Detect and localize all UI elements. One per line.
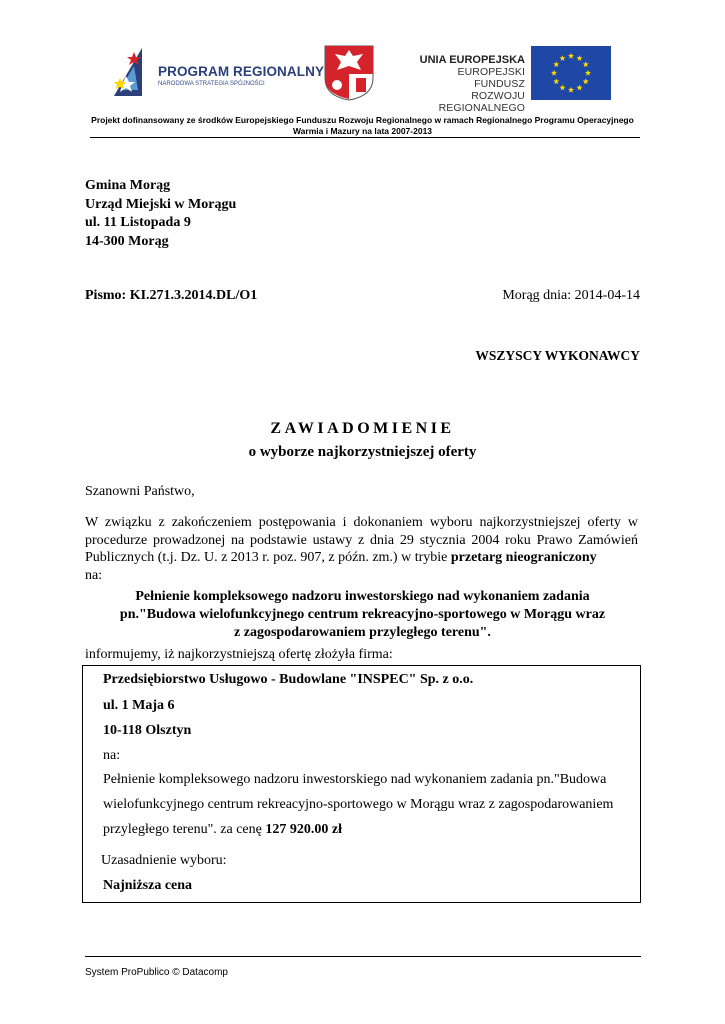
subject-line-2: pn."Budowa wielofunkcyjnego centrum rekreacyjno-sportowego w Morągu wraz xyxy=(119,607,606,622)
winner-box xyxy=(82,665,641,903)
winner-city: 10-118 Olsztyn xyxy=(103,723,192,738)
recipients: WSZYSCY WYKONAWCY xyxy=(475,348,640,363)
program-subtitle: NARODOWA STRATEGIA SPÓJNOŚCI xyxy=(158,81,265,87)
eu-line-1: UNIA EUROPEJSKA xyxy=(419,54,525,66)
reason-label: Uzasadnienie wyboru: xyxy=(101,853,227,868)
winner-na: na: xyxy=(103,748,121,763)
program-regionalny-logo xyxy=(112,44,325,100)
procedure-mode: przetarg nieograniczony xyxy=(450,550,597,565)
winner-street: ul. 1 Maja 6 xyxy=(103,698,175,713)
inform-sentence: informujemy, iż najkorzystniejszą ofertę złożyła firma: xyxy=(85,647,393,662)
eu-text-block xyxy=(405,54,525,114)
footer-divider xyxy=(85,956,641,957)
document-subtitle: o wyborze najkorzystniejszej oferty xyxy=(248,444,477,460)
address-line-3: ul. 11 Listopada 9 xyxy=(85,215,191,230)
winner-name: Przedsiębiorstwo Usługowo - Budowlane "INSPEC" Sp. z o.o. xyxy=(103,672,474,687)
address-line-1: Gmina Morąg xyxy=(85,178,171,193)
intro-paragraph xyxy=(85,514,638,584)
reference-number: Pismo: KI.271.3.2014.DL/O1 xyxy=(85,288,258,303)
subject-line-1: Pełnienie kompleksowego nadzoru inwestorskiego nad wykonaniem zadania xyxy=(135,589,590,604)
winner-desc-line-2: wielofunkcyjnego centrum rekreacyjno-sportowego w Morągu wraz z zagospodarowaniem xyxy=(103,797,614,812)
reason-value: Najniższa cena xyxy=(103,878,193,893)
contract-subject xyxy=(90,588,635,642)
document-title: ZAWIADOMIENIE xyxy=(270,420,455,437)
eu-line-3: ROZWOJU REGIONALNEGO xyxy=(438,90,525,114)
issuer-address xyxy=(85,177,236,251)
warmia-mazury-crest-icon xyxy=(323,44,375,102)
winner-price: 127 920.00 zł xyxy=(265,822,342,837)
program-regionalny-mark-icon xyxy=(112,46,156,98)
header-divider xyxy=(90,137,640,138)
address-line-4: 14-300 Morąg xyxy=(85,233,169,249)
address-line-2: Urząd Miejski w Morągu xyxy=(85,196,237,212)
subject-line-3: z zagospodarowaniem przyległego terenu". xyxy=(234,625,491,640)
eu-line-2: EUROPEJSKI FUNDUSZ xyxy=(457,66,525,90)
eu-flag-icon xyxy=(531,46,611,100)
program-title: PROGRAM REGIONALNY xyxy=(158,64,325,79)
winner-desc-line-1: Pełnienie kompleksowego nadzoru inwestorskiego nad wykonaniem zadania pn."Budowa xyxy=(103,772,607,787)
greeting: Szanowni Państwo, xyxy=(85,484,195,499)
intro-text: W związku z zakończeniem postępowania i dokonaniem wyboru najkorzystniejszej oferty w procedurze prowadzonej na podstawie ustawy z dnia 29 stycznia 2004 roku Prawo Zamówień Publicznych (t.j. Dz. U. z 2013 r. poz. 907, z późn. zm.) w trybie xyxy=(85,515,638,565)
letter-date: Morąg dnia: 2014-04-14 xyxy=(502,288,640,303)
intro-tail: na: xyxy=(85,567,103,583)
project-cofinancing-note: Projekt dofinansowany ze środków Europejskiego Funduszu Rozwoju Regionalnego w ramach Regionalnego Programu Operacyjnego Warmia i Mazury na lata 2007-2013 xyxy=(91,115,634,136)
winner-desc-text: przyległego terenu". za cenę xyxy=(103,822,266,837)
winner-desc-line-3 xyxy=(103,822,342,838)
footer-credit: System ProPublico © Datacomp xyxy=(85,967,228,978)
